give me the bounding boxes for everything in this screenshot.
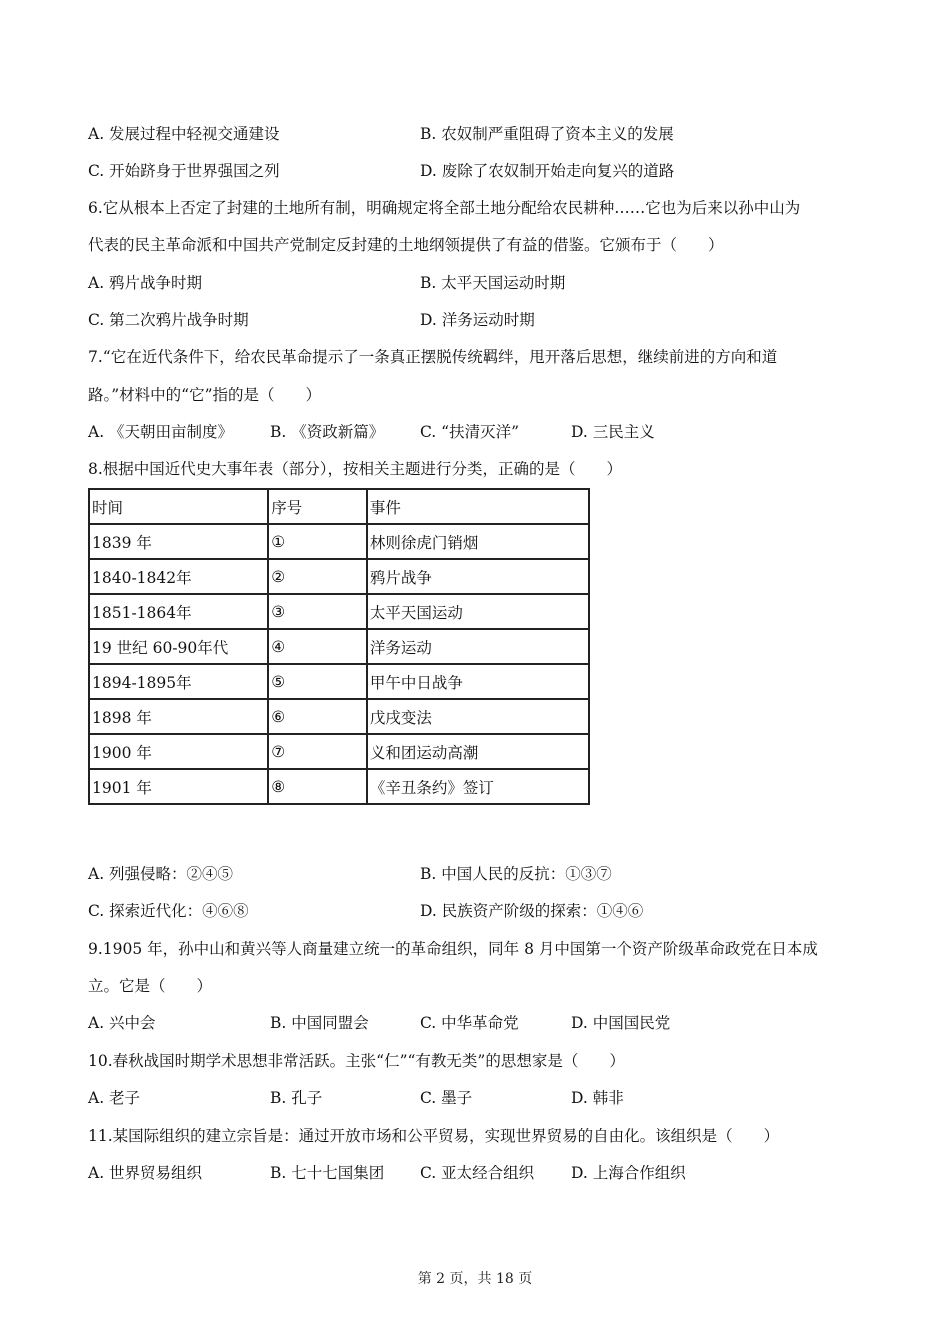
page-footer: 第 2 页，共 18 页: [417, 1271, 533, 1287]
q9-option-a: A. 兴中会: [88, 1014, 156, 1032]
row-number: ⑦: [268, 734, 367, 769]
row-time: 1894-1895年: [89, 664, 268, 699]
row-time: 1840-1842年: [89, 559, 268, 594]
q11-option-c: C. 亚太经合组织: [420, 1164, 535, 1182]
q8-stem: 8.根据中国近代史大事年表（部分），按相关主题进行分类，正确的是（ ）: [88, 460, 623, 478]
row-event: 义和团运动高潮: [367, 734, 589, 769]
q6-option-b: B. 太平天国运动时期: [420, 274, 566, 292]
q10-option-c: C. 墨子: [420, 1089, 473, 1107]
row-event: 《辛丑条约》签订: [367, 769, 589, 804]
header-time: 时间: [89, 489, 268, 524]
row-time: 1898 年: [89, 699, 268, 734]
row-number: ⑥: [268, 699, 367, 734]
table-row: [89, 769, 589, 804]
q7-stem-line2: 路。”材料中的“它”指的是（ ）: [88, 386, 322, 404]
row-number: ④: [268, 629, 367, 664]
table-row: [89, 664, 589, 699]
q5-option-c: C. 开始跻身于世界强国之列: [88, 162, 280, 180]
q9-option-c: C. 中华革命党: [420, 1014, 519, 1032]
table-row: [89, 699, 589, 734]
row-number: ②: [268, 559, 367, 594]
q7-option-b: B. 《资政新篇》: [270, 423, 385, 441]
header-event: 事件: [367, 489, 589, 524]
q10-option-a: A. 老子: [88, 1089, 141, 1107]
row-event: 甲午中日战争: [367, 664, 589, 699]
row-time: 1901 年: [89, 769, 268, 804]
table-row: [89, 524, 589, 559]
q11-stem: 11.某国际组织的建立宗旨是：通过开放市场和公平贸易，实现世界贸易的自由化。该组织是（ ）: [88, 1127, 780, 1145]
table-row: [89, 559, 589, 594]
row-event: 太平天国运动: [367, 594, 589, 629]
table-header-row: [89, 489, 589, 524]
q9-stem-line1: 9.1905 年，孙中山和黄兴等人商量建立统一的革命组织，同年 8 月中国第一个资产阶级革命政党在日本成: [88, 940, 818, 958]
row-number: ⑤: [268, 664, 367, 699]
q6-stem-line1: 6.它从根本上否定了封建的土地所有制，明确规定将全部土地分配给农民耕种……它也为后来以孙中山为: [88, 199, 801, 217]
table-row: [89, 629, 589, 664]
table-row: [89, 734, 589, 769]
q8-option-d: D. 民族资产阶级的探索：①④⑥: [420, 902, 644, 920]
q9-option-d: D. 中国国民党: [571, 1014, 671, 1032]
q8-option-b: B. 中国人民的反抗：①③⑦: [420, 865, 612, 883]
q5-option-a: A. 发展过程中轻视交通建设: [88, 125, 280, 143]
q7-option-d: D. 三民主义: [571, 423, 655, 441]
q11-option-b: B. 七十七国集团: [270, 1164, 385, 1182]
q7-stem-line1: 7.“它在近代条件下，给农民革命提示了一条真正摆脱传统羁绊，甩开落后思想，继续前进的方向和道: [88, 348, 778, 366]
q7-option-a: A. 《天朝田亩制度》: [88, 423, 234, 441]
q6-stem-line2: 代表的民主革命派和中国共产党制定反封建的土地纲领提供了有益的借鉴。它颁布于（ ）: [88, 236, 724, 254]
q8-option-c: C. 探索近代化：④⑥⑧: [88, 902, 249, 920]
q6-option-d: D. 洋务运动时期: [420, 311, 535, 329]
row-number: ⑧: [268, 769, 367, 804]
q10-option-d: D. 韩非: [571, 1089, 624, 1107]
header-number: 序号: [268, 489, 367, 524]
q8-option-a: A. 列强侵略：②④⑤: [88, 865, 234, 883]
q11-option-a: A. 世界贸易组织: [88, 1164, 203, 1182]
row-event: 戊戌变法: [367, 699, 589, 734]
row-event: 洋务运动: [367, 629, 589, 664]
row-time: 1851-1864年: [89, 594, 268, 629]
row-time: 1900 年: [89, 734, 268, 769]
chronology-table: [88, 488, 590, 805]
q6-option-a: A. 鸦片战争时期: [88, 274, 203, 292]
table-row: [89, 594, 589, 629]
q6-option-c: C. 第二次鸦片战争时期: [88, 311, 249, 329]
row-event: 鸦片战争: [367, 559, 589, 594]
q9-stem-line2: 立。它是（ ）: [88, 977, 213, 995]
q10-stem: 10.春秋战国时期学术思想非常活跃。主张“仁”“有教无类”的思想家是（ ）: [88, 1052, 625, 1070]
row-time: 1839 年: [89, 524, 268, 559]
row-number: ③: [268, 594, 367, 629]
q7-option-c: C. “扶清灭洋”: [420, 423, 520, 441]
q5-option-b: B. 农奴制严重阻碍了资本主义的发展: [420, 125, 674, 143]
q5-option-d: D. 废除了农奴制开始走向复兴的道路: [420, 162, 675, 180]
q10-option-b: B. 孔子: [270, 1089, 323, 1107]
q11-option-d: D. 上海合作组织: [571, 1164, 686, 1182]
row-time: 19 世纪 60-90年代: [89, 629, 268, 664]
row-number: ①: [268, 524, 367, 559]
row-event: 林则徐虎门销烟: [367, 524, 589, 559]
q9-option-b: B. 中国同盟会: [270, 1014, 369, 1032]
